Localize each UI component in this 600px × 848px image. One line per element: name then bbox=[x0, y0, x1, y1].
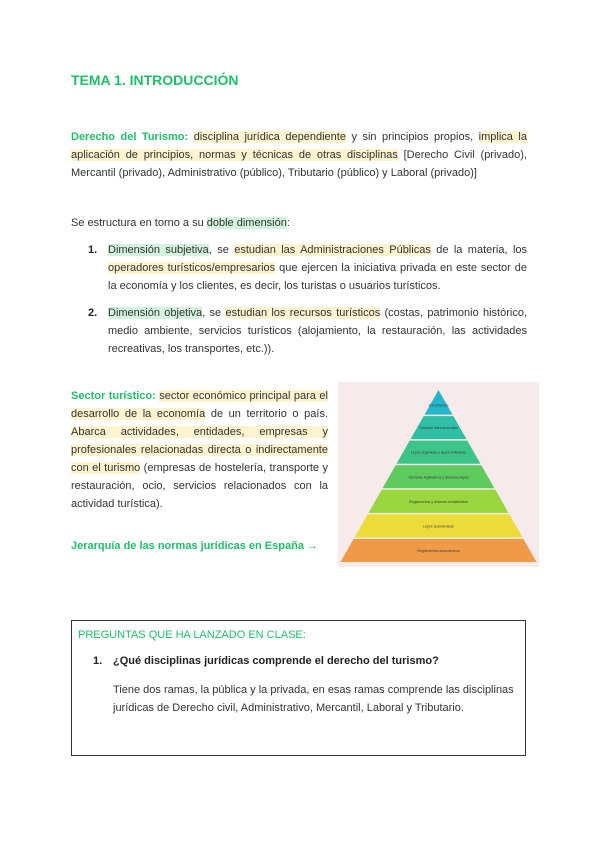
body-text: de un territorio o país. bbox=[205, 408, 329, 420]
jerarquia-heading: Jerarquía de las normas jurídicas en España → bbox=[71, 540, 318, 552]
highlight-text: Dimensión objetiva bbox=[108, 307, 203, 319]
body-text: (costas, patrimonio histórico, medio ambiente, servicios turísticos (alojamiento, la restauración, las actividades recreativas, los transportes, etc.)). bbox=[108, 307, 528, 355]
pyramid-layer-label: Reglamentos y órdenes ministeriales bbox=[409, 499, 468, 504]
term-derecho-turismo: Derecho del Turismo: bbox=[71, 131, 189, 143]
body-text: de la materia, los bbox=[430, 244, 528, 256]
pyramid-layer-label: Tratados internacionales bbox=[418, 426, 459, 431]
body-text: : bbox=[286, 217, 290, 229]
pyramid-diagram bbox=[338, 382, 539, 567]
pyramid-layer-label: Leyes autonómicas bbox=[423, 524, 454, 529]
highlight-text: disciplina jurídica dependiente bbox=[193, 131, 346, 143]
pyramid-layer-label: Leyes orgánicas y leyes ordinarias bbox=[410, 450, 467, 455]
pyramid-layer-label: Constitución bbox=[428, 403, 449, 408]
question-item bbox=[93, 655, 439, 667]
body-text: (empresas de hostelería, transporte y restauración, ocio, servicios relacionados con la actividad turística). bbox=[71, 462, 328, 510]
highlight-text: implica la aplicación de principios, normas y técnicas de otras disciplinas bbox=[71, 131, 527, 161]
paragraph-estructura bbox=[71, 214, 527, 232]
pyramid-layer bbox=[425, 390, 453, 415]
highlight-text: estudian las Administraciones Públicas bbox=[234, 244, 431, 256]
list-number: 1. bbox=[88, 244, 98, 256]
body-text: que ejercen la iniciativa privada en este sector de la economía y los clientes, es decir, los turistas o usuarios turísticos. bbox=[108, 262, 527, 292]
questions-box bbox=[71, 620, 526, 756]
highlight-text: operadores turísticos/empresarios bbox=[108, 262, 276, 274]
body-text: Se estructura en torno a su bbox=[71, 217, 207, 229]
list-number: 2. bbox=[88, 307, 98, 319]
paragraph-sector-turistico bbox=[71, 387, 328, 513]
page-title: TEMA 1. INTRODUCCIÓN bbox=[71, 72, 239, 88]
highlight-text: estudian los recursos turísticos bbox=[225, 307, 381, 319]
body-text: y sin principios propios, bbox=[345, 131, 479, 143]
highlight-text: doble dimensión bbox=[206, 217, 287, 229]
paragraph-derecho-turismo bbox=[71, 128, 527, 182]
list-item bbox=[88, 304, 527, 358]
body-text: , se bbox=[202, 307, 226, 319]
dimension-list bbox=[88, 241, 527, 367]
highlight-text: Abarca actividades, entidades, empresas y profesionales relacionadas directa o indirectamente con el turismo bbox=[71, 426, 328, 474]
highlight-text: sector económico principal para el desarrollo de la economía bbox=[71, 390, 328, 420]
pyramid-layer-label: Decretos legislativos y decretos-leyes bbox=[408, 475, 469, 480]
answer-text: Tiene dos ramas, la pública y la privada, en esas ramas comprende las disciplinas jurídicas de Derecho civil, Administrativo, Mercantil, Laboral y Tributario. bbox=[113, 684, 514, 714]
body-text: [Derecho Civil (privado), Mercantil (privado), Administrativo (público), Tributario (público) y Laboral (privado)] bbox=[71, 149, 527, 179]
questions-header: PREGUNTAS QUE HA LANZADO EN CLASE: bbox=[78, 629, 306, 641]
question-number: 1. bbox=[93, 655, 103, 667]
highlight-text: Dimensión subjetiva bbox=[108, 244, 209, 256]
body-text: , se bbox=[208, 244, 235, 256]
pyramid-image bbox=[338, 382, 539, 567]
question-text: ¿Qué disciplinas jurídicas comprende el derecho del turismo? bbox=[113, 655, 439, 667]
list-item bbox=[88, 241, 527, 295]
term-sector-turistico: Sector turístico: bbox=[71, 390, 156, 402]
pyramid-layer-label: Reglamentos autonómicos bbox=[417, 548, 460, 553]
